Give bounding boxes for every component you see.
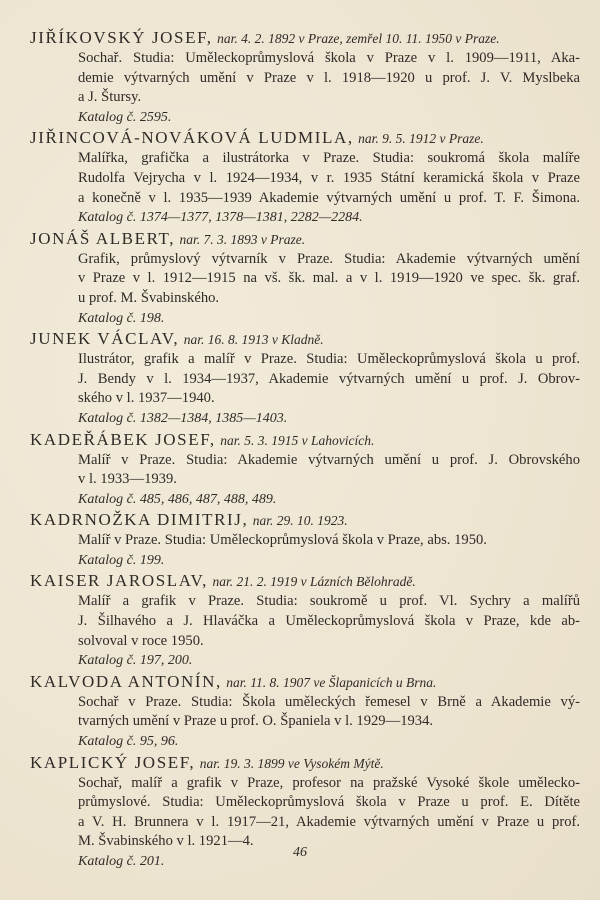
catalog-ref: Katalog č. 201.	[78, 854, 165, 869]
body-line: Sochař. Studia: Uměleckoprůmyslová škola v Praze v l. 1909—1911, Aka-	[78, 50, 580, 66]
artist-entry	[30, 509, 580, 570]
catalog-ref: Katalog č. 198.	[78, 310, 165, 326]
body-line: J. Šilhavého a J. Hlaváčka a Uměleckoprůmyslová škola v Praze, kde ab-	[78, 613, 580, 630]
body-line: průmyslové. Studia: Uměleckoprůmyslová škola v Praze u prof. E. Dítěte	[78, 794, 580, 811]
artist-name: JIŘÍKOVSKÝ JOSEF,	[30, 28, 213, 47]
birth-info: nar. 5. 3. 1915 v Lahovicích.	[220, 432, 375, 448]
artist-entry	[30, 671, 580, 752]
catalog-ref: Katalog č. 197, 200.	[78, 653, 193, 669]
artist-entry	[30, 570, 580, 670]
entry-heading	[30, 752, 580, 774]
catalog-ref: Katalog č. 1374—1377, 1378—1381, 2282—2284.	[78, 210, 363, 226]
artist-name: JONÁŠ ALBERT,	[30, 228, 176, 248]
catalog-ref: Katalog č. 199.	[78, 552, 165, 568]
entry-heading	[30, 509, 580, 531]
artist-name: KAPLICKÝ JOSEF,	[30, 752, 196, 772]
entry-heading	[30, 328, 580, 350]
artist-entry	[30, 228, 580, 328]
artist-name: KADEŘÁBEK JOSEF,	[30, 429, 216, 449]
entry-body	[78, 350, 580, 428]
body-line: a konečně v l. 1935—1939 Akademie výtvarných umění u prof. T. F. Šimona.	[78, 189, 580, 206]
artist-name: JUNEK VÁCLAV,	[30, 329, 180, 349]
body-line: Rudolfa Vejrycha v l. 1924—1934, v r. 1935 Státní keramická škola v Praze	[78, 169, 580, 186]
body-line: Malíř v Praze. Studia: Akademie výtvarných umění u prof. J. Obrovského	[78, 451, 580, 468]
body-line: Malíř v Praze. Studia: Uměleckoprůmyslová škola v Praze, abs. 1950.	[78, 532, 487, 549]
entry-heading	[30, 127, 580, 149]
birth-info: nar. 11. 8. 1907 ve Šlapanicích u Brna.	[226, 674, 437, 690]
entry-heading	[30, 429, 580, 451]
entry-heading	[30, 570, 580, 592]
catalog-ref: Katalog č. 95, 96.	[78, 734, 179, 750]
catalog-ref: Katalog č. 2595.	[78, 109, 172, 125]
entry-body	[78, 250, 580, 328]
body-line: tvarných umění v Praze u prof. O. Španiela v l. 1929—1934.	[78, 713, 434, 730]
entry-body	[78, 693, 580, 752]
entry-body	[78, 451, 580, 510]
catalog-page	[30, 27, 580, 872]
body-line: Malířka, grafička a ilustrátorka v Praze. Studia: soukromá škola malíře	[78, 150, 580, 167]
catalog-ref: Katalog č. 1382—1384, 1385—1403.	[78, 410, 288, 426]
body-line: Grafik, průmyslový výtvarník v Praze. Studia: Akademie výtvarných umění	[78, 250, 580, 267]
body-line: Sochař v Praze. Studia: Škola uměleckých řemesel v Brně a Akademie vý-	[78, 693, 580, 710]
birth-info: nar. 9. 5. 1912 v Praze.	[358, 131, 484, 147]
entry-heading	[30, 671, 580, 693]
body-line: ského v l. 1937—1940.	[78, 390, 215, 407]
artist-entry	[30, 127, 580, 227]
body-line: M. Švabinského v l. 1921—4.	[78, 833, 254, 850]
artist-entry	[30, 429, 580, 510]
body-line: Ilustrátor, grafik a malíř v Praze. Studia: Uměleckoprůmyslová škola u prof.	[78, 351, 580, 368]
birth-info: nar. 19. 3. 1899 ve Vysokém Mýtě.	[199, 755, 384, 771]
entry-body	[78, 49, 580, 127]
artist-entry	[30, 328, 580, 428]
body-line: demie výtvarných umění v Praze v l. 1918—1920 u prof. J. V. Myslbeka	[78, 69, 580, 86]
body-line: v l. 1933—1939.	[78, 471, 177, 488]
catalog-ref: Katalog č. 485, 486, 487, 488, 489.	[78, 491, 277, 507]
body-line: Malíř a grafik v Praze. Studia: soukromě u prof. Vl. Sychry a malířů	[78, 593, 580, 610]
entry-body	[78, 592, 580, 670]
body-line: J. Bendy v l. 1934—1937, Akademie výtvarných umění u prof. J. Obrov-	[78, 370, 580, 387]
artist-name: KADRNOŽKA DIMITRIJ,	[30, 510, 249, 530]
artist-name: JIŘINCOVÁ-NOVÁKOVÁ LUDMILA,	[30, 128, 354, 148]
body-line: a V. H. Brunnera v l. 1917—21, Akademie výtvarných umění v Praze u prof.	[78, 813, 580, 830]
body-line: solvoval v roce 1950.	[78, 632, 204, 649]
entry-body	[78, 149, 580, 227]
birth-info: nar. 29. 10. 1923.	[252, 513, 348, 529]
body-line: u prof. M. Švabinského.	[78, 289, 220, 306]
body-line: v Praze v l. 1912—1915 na vš. šk. mal. a v l. 1919—1920 ve spec. šk. graf.	[78, 270, 580, 287]
artist-name: KAISER JAROSLAV,	[30, 571, 209, 591]
entry-body	[78, 531, 580, 570]
body-line: a J. Štursy.	[78, 89, 142, 106]
artist-entry	[30, 27, 580, 127]
birth-info: nar. 16. 8. 1913 v Kladně.	[183, 332, 324, 348]
entry-heading	[30, 228, 580, 250]
birth-info: nar. 4. 2. 1892 v Praze, zemřel 10. 11. 1950 v Praze.	[217, 31, 500, 46]
birth-info: nar. 21. 2. 1919 v Lázních Bělohradě.	[212, 574, 416, 590]
entry-heading	[30, 27, 580, 49]
artist-name: KALVODA ANTONÍN,	[30, 671, 222, 691]
body-line: Sochař, malíř a grafik v Praze, profesor na pražské Vysoké škole umělecko-	[78, 774, 580, 791]
birth-info: nar. 7. 3. 1893 v Praze.	[179, 231, 306, 247]
page-number: 46	[293, 845, 307, 860]
